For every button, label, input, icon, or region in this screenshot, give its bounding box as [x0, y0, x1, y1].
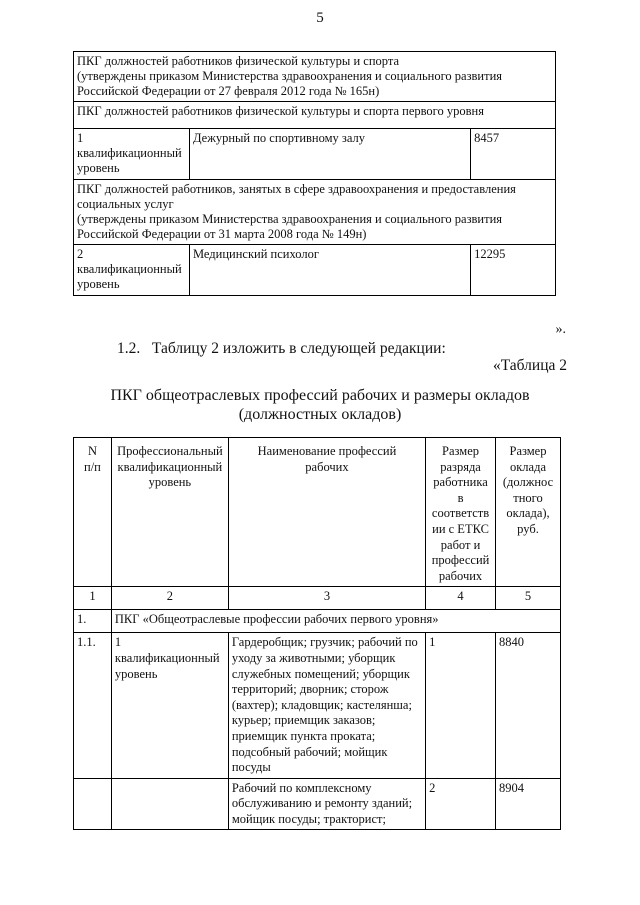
position-cell: Медицинский психолог — [189, 245, 470, 296]
table-row — [74, 129, 556, 180]
group-title: ПКГ «Общеотраслевые профессии рабочих первого уровня» — [111, 610, 560, 633]
table-label: «Таблица 2 — [492, 357, 567, 374]
grade-cell: 2 — [426, 778, 496, 830]
salary-cell: 12295 — [471, 245, 556, 296]
col-number: 4 — [426, 587, 496, 610]
col-number: 1 — [74, 587, 112, 610]
column-number-row — [74, 587, 561, 610]
table-row — [74, 633, 561, 778]
qual-level-cell: 1 квалификационный уровень — [74, 129, 190, 180]
salary-cell: 8840 — [496, 633, 561, 778]
row-num — [74, 778, 112, 830]
table-row — [74, 52, 556, 102]
professions-cell: Рабочий по комплексному обслуживанию и ремонту зданий; мойщик посуды; тракторист; — [228, 778, 425, 830]
table-1 — [73, 51, 556, 296]
qual-level-cell: 1 квалификационный уровень — [111, 633, 228, 778]
col-number: 5 — [496, 587, 561, 610]
professions-cell: Гардеробщик; грузчик; рабочий по уходу за животными; уборщик служебных помещений; уборщик территорий; дворник; сторож (вахтер); кладовщик; кастелянша; курьер; приемщик заказов; приемщик пункта проката; подсобный рабочий; мойщик посуды — [228, 633, 425, 778]
col-header-num: N п/п — [74, 438, 112, 587]
col-header-level: Профессиональный квалификационный уровень — [111, 438, 228, 587]
col-header-professions: Наименование профессий рабочих — [228, 438, 425, 587]
group-row — [74, 610, 561, 633]
qual-level-cell: 2 квалификационный уровень — [74, 245, 190, 296]
position-cell: Дежурный по спортивному залу — [189, 129, 470, 180]
col-header-salary: Размер оклада (должнос тного оклада), руб. — [496, 438, 561, 587]
pkg-header-sport: ПКГ должностей работников физической культуры и спорта (утверждены приказом Министерства здравоохранения и социального развития Российской Федерации от 27 февраля 2012 года № 165н) — [74, 52, 556, 102]
col-number: 3 — [228, 587, 425, 610]
table-header-row — [74, 438, 561, 587]
group-num: 1. — [74, 610, 112, 633]
instruction-1-2: 1.2. Таблицу 2 изложить в следующей редакции: — [117, 340, 446, 357]
table-row — [74, 778, 561, 830]
table-title: ПКГ общеотраслевых профессий рабочих и размеры окладов (должностных окладов) — [110, 387, 530, 423]
table-row — [74, 102, 556, 129]
pkg-header-health: ПКГ должностей работников, занятых в сфере здравоохранения и предоставления социальных услуг (утверждены приказом Министерства здравоохранения и социального развития Российской Федерации от 31 марта 2008 года № 149н) — [74, 180, 556, 245]
salary-cell: 8457 — [471, 129, 556, 180]
closing-quote: ». — [555, 322, 566, 337]
salary-cell: 8904 — [496, 778, 561, 830]
page-number: 5 — [316, 10, 324, 26]
table-row — [74, 245, 556, 296]
table-2 — [73, 437, 561, 830]
grade-cell: 1 — [426, 633, 496, 778]
qual-level-cell — [111, 778, 228, 830]
col-header-grade: Размер разряда работника в соответств ии с ЕТКС работ и профессий рабочих — [426, 438, 496, 587]
col-number: 2 — [111, 587, 228, 610]
table-row — [74, 180, 556, 245]
row-num: 1.1. — [74, 633, 112, 778]
pkg-header-sport-level1: ПКГ должностей работников физической культуры и спорта первого уровня — [74, 102, 556, 129]
